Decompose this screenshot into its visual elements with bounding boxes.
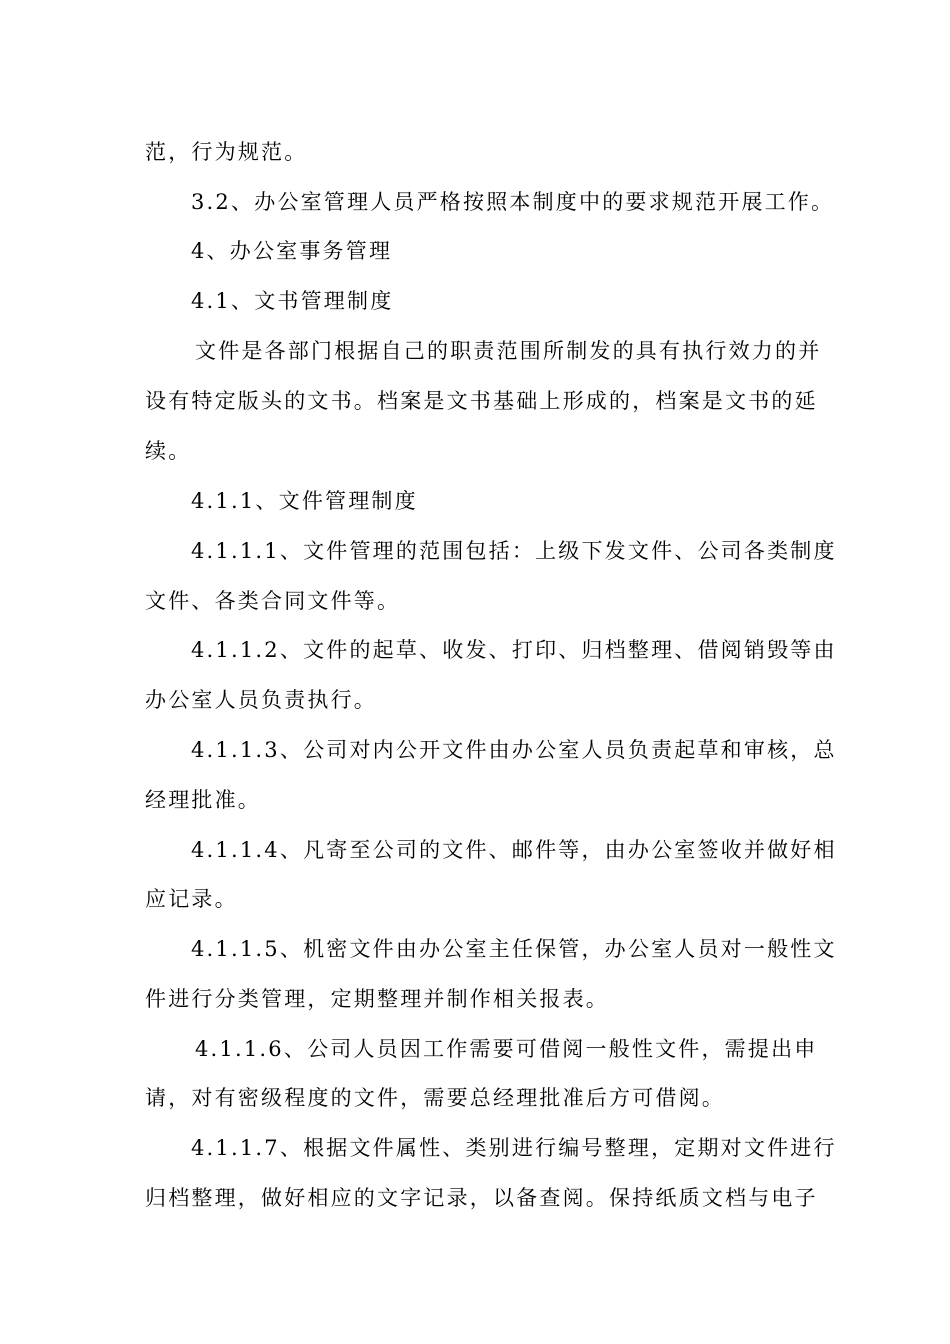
text-line: 4.1.1.7、根据文件属性、类别进行编号整理，定期对文件进行 [191,1136,837,1160]
text-line: 续。 [145,439,192,463]
text-line: 4.1.1.2、文件的起草、收发、打印、归档整理、借阅销毁等由 [191,638,837,662]
text-line: 4.1.1.6、公司人员因工作需要可借阅一般性文件，需提出申 [195,1037,818,1061]
text-line: 文件是各部门根据自己的职责范围所制发的具有执行效力的并 [195,339,822,363]
text-line: 文件、各类合同文件等。 [145,589,401,613]
text-line: 4.1.1.3、公司对内公开文件由办公室人员负责起草和审核，总 [191,738,837,762]
text-line: 件进行分类管理，定期整理并制作相关报表。 [145,987,609,1011]
text-line: 4.1.1.1、文件管理的范围包括：上级下发文件、公司各类制度 [191,539,837,563]
text-line: 设有特定版头的文书。档案是文书基础上形成的，档案是文书的延 [145,389,818,413]
text-line: 4.1.1、文件管理制度 [191,489,418,513]
text-line: 4.1.1.4、凡寄至公司的文件、邮件等，由办公室签收并做好相 [191,838,837,862]
text-line: 3.2、办公室管理人员严格按照本制度中的要求规范开展工作。 [191,190,835,214]
text-line: 请，对有密级程度的文件，需要总经理批准后方可借阅。 [145,1086,725,1110]
text-line: 4.1.1.5、机密文件由办公室主任保管，办公室人员对一般性文 [191,937,837,961]
text-line: 办公室人员负责执行。 [145,688,377,712]
text-line: 应记录。 [145,887,238,911]
text-line: 经理批准。 [145,788,261,812]
text-line: 4.1、文书管理制度 [191,289,394,313]
text-line: 归档整理，做好相应的文字记录，以备查阅。保持纸质文档与电子 [145,1186,818,1210]
text-line: 范，行为规范。 [145,140,308,164]
text-line: 4、办公室事务管理 [191,239,393,263]
